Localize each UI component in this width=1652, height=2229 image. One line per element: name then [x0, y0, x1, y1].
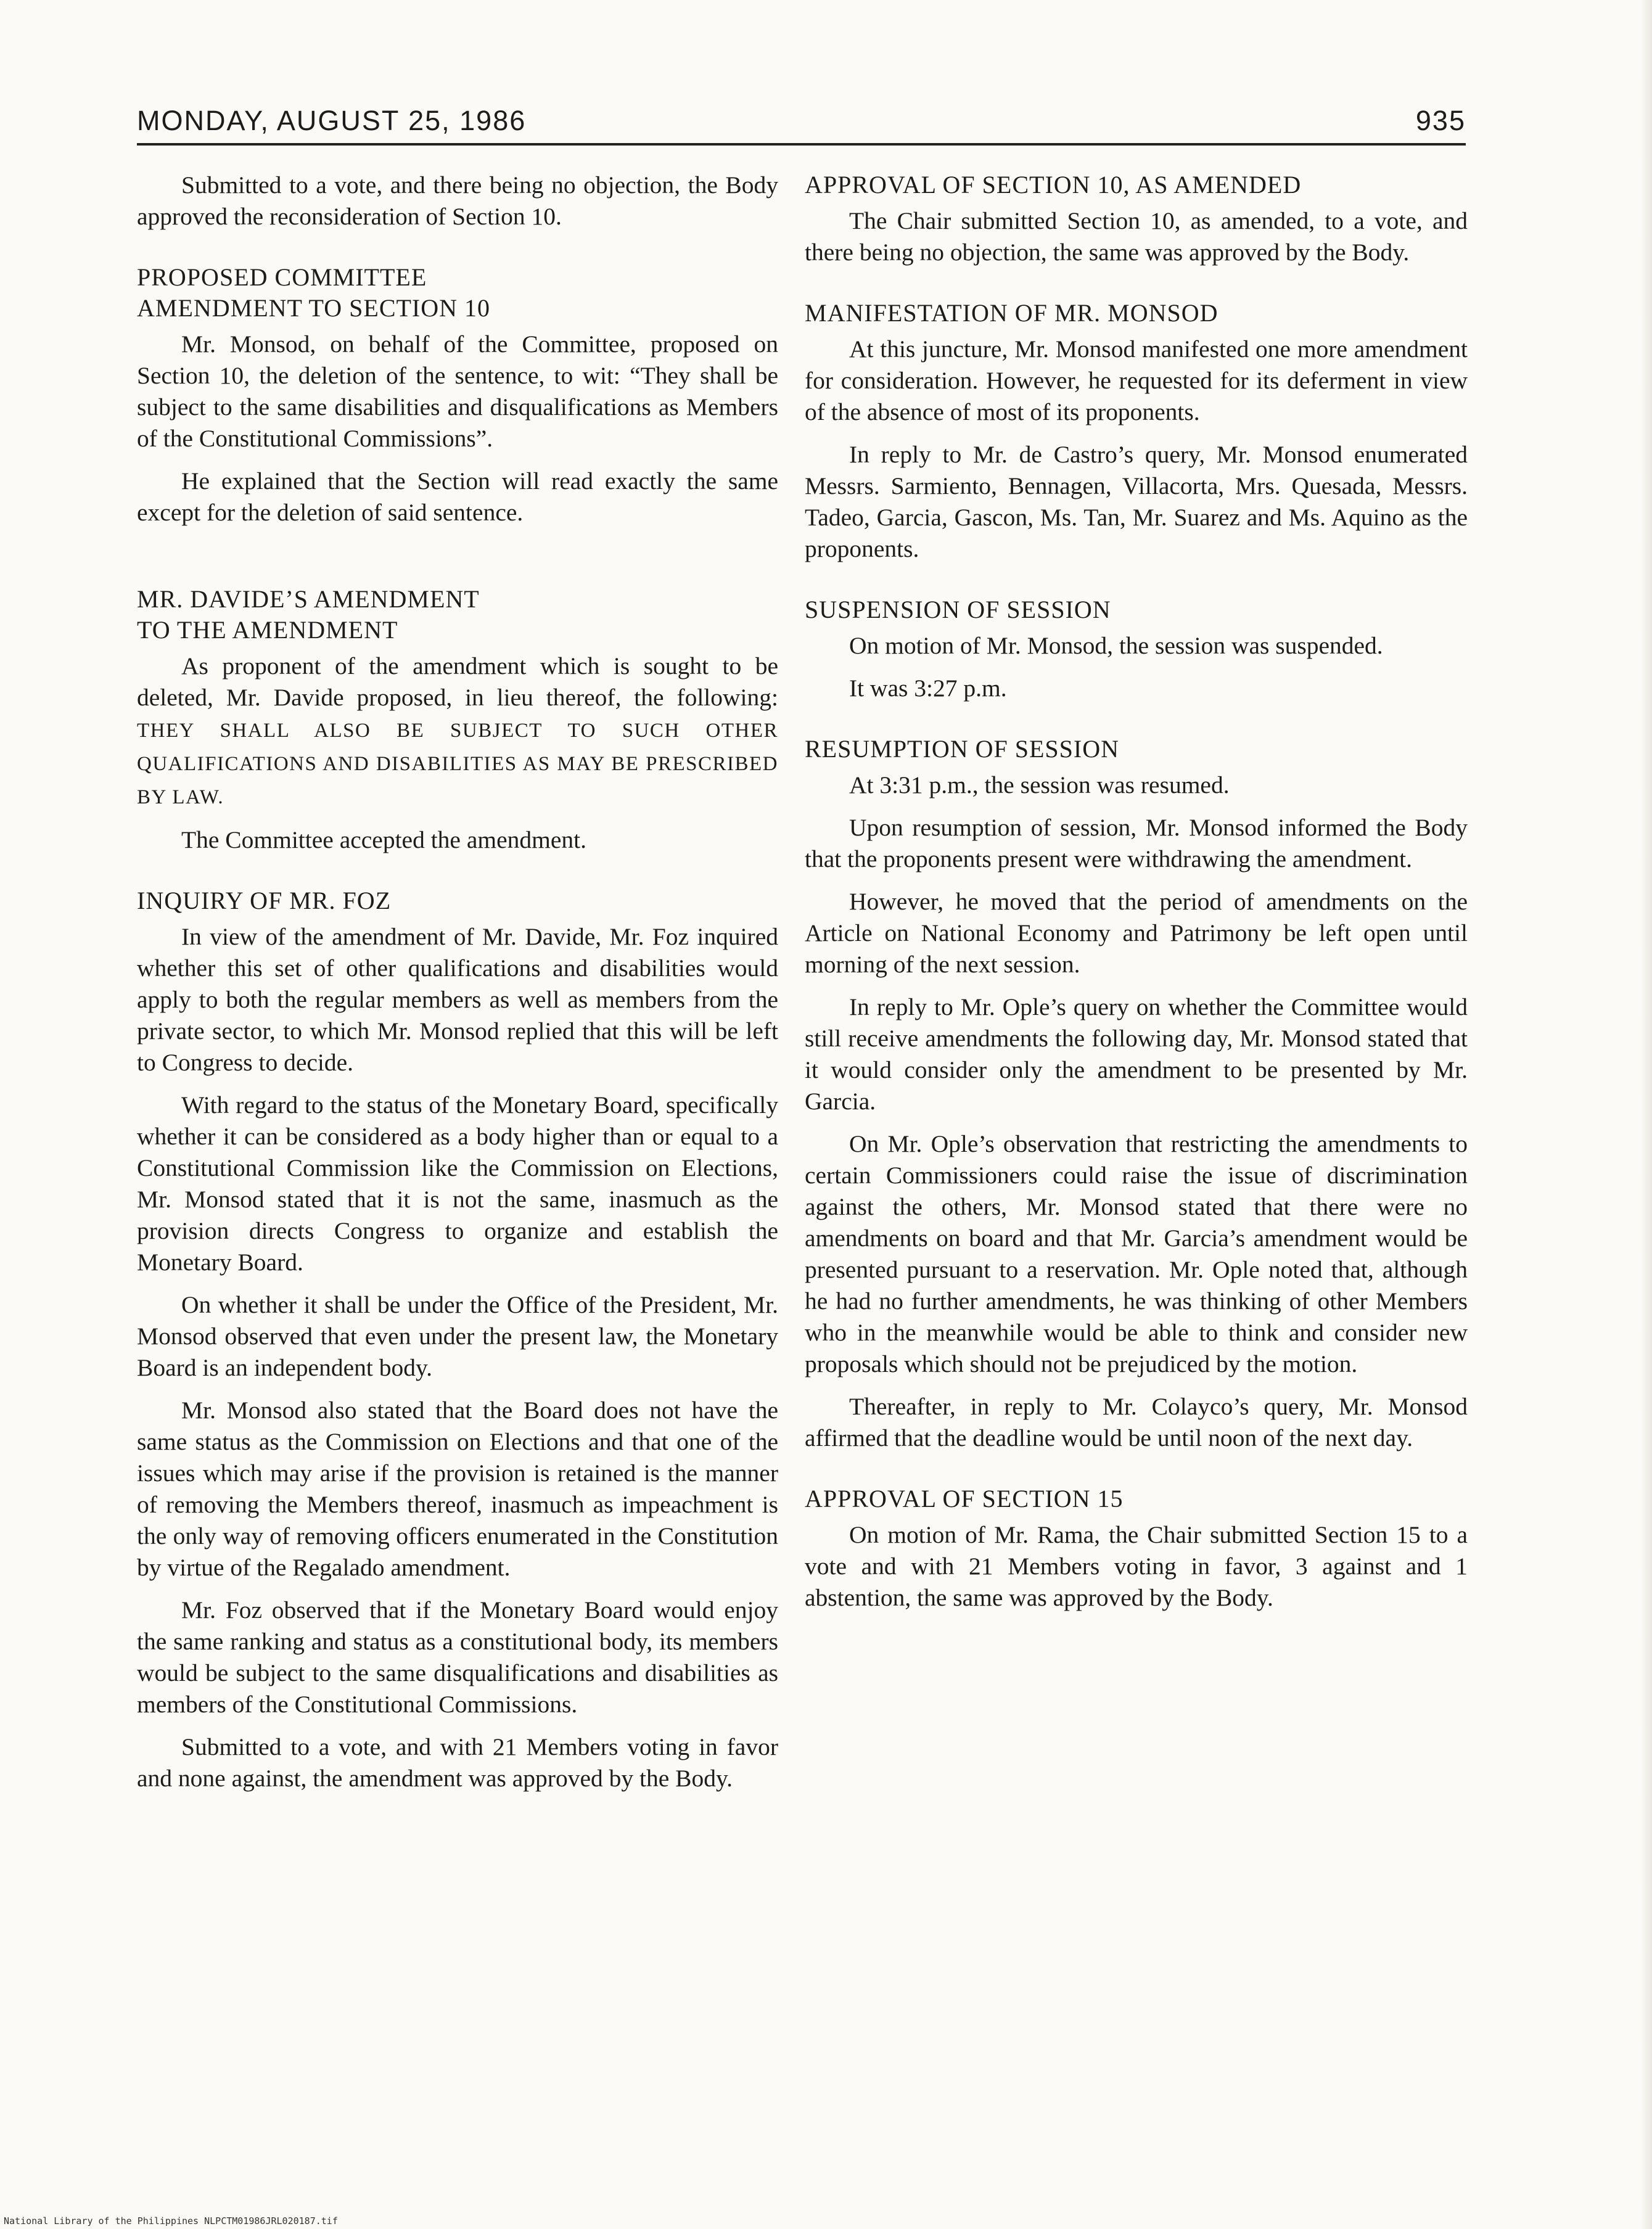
paragraph: Mr. Monsod, on behalf of the Committee, proposed on Section 10, the deletion of the sentence, to wit: “They shall be subject to the same disabilities and disqualifications as Members of the Constitutional Commissions”. — [137, 330, 778, 452]
paragraph: On Mr. Ople’s observation that restricting the amendments to certain Commissioners could raise the issue of discrimination against the others, Mr. Monsod stated that there were no amendments on board and that Mr. Garcia’s amendment would be presented pursuant to a reservation. Mr. Ople noted that, although he had no further amendments, he was thinking of other Members who in the meanwhile would be able to think and consider new proposals which should not be prejudiced by the motion. — [805, 1130, 1468, 1377]
paragraph: On motion of Mr. Rama, the Chair submitted Section 15 to a vote and with 21 Members voting in favor, 3 against and 1 abstention, the same was approved by the Body. — [805, 1521, 1468, 1611]
section-heading: RESUMPTION OF SESSION — [805, 735, 1119, 763]
section-proposed-committee-amendment — [137, 262, 778, 528]
paragraph-text: As proponent of the amendment which is sought to be deleted, Mr. Davide proposed, in lieu thereof, the following: — [137, 652, 778, 711]
section-heading: MANIFESTATION OF MR. MONSOD — [805, 299, 1218, 327]
paragraph: The Committee accepted the amendment. — [181, 826, 586, 853]
section-inquiry-foz — [137, 885, 778, 1794]
section-resumption — [805, 734, 1468, 1454]
paragraph: Mr. Foz observed that if the Monetary Board would enjoy the same ranking and status as a constitutional body, its members would be subject to the same disqualifications and disabilities as members of the Constitutional Commissions. — [137, 1596, 778, 1718]
paragraph: With regard to the status of the Monetary Board, specifically whether it can be considered as a body higher than or equal to a Constitutional Commission like the Commission on Elections, Mr. Monsod stated that it is not the same, inasmuch as the provision directs Congress to organize and establish the Monetary Board. — [137, 1091, 778, 1276]
paragraph: In view of the amendment of Mr. Davide, Mr. Foz inquired whether this set of other qualifications and disabilities would apply to both the regular members as well as members from the private sector, to which Mr. Monsod replied that this will be left to Congress to decide. — [137, 923, 778, 1076]
paragraph — [137, 651, 778, 813]
paragraph: On whether it shall be under the Office of the President, Mr. Monsod observed that even under the present law, the Monetary Board is an independent body. — [137, 1291, 778, 1381]
section-davide-amendment — [137, 584, 778, 856]
section-heading: SUSPENSION OF SESSION — [805, 596, 1111, 623]
heading-line-1: PROPOSED COMMITTEE — [137, 263, 427, 291]
section-heading: INQUIRY OF MR. FOZ — [137, 887, 392, 914]
paragraph: Upon resumption of session, Mr. Monsod informed the Body that the proponents present were withdrawing the amendment. — [805, 814, 1468, 872]
paragraph: In reply to Mr. de Castro’s query, Mr. Monsod enumerated Messrs. Sarmiento, Bennagen, Villacorta, Mrs. Quesada, Messrs. Tadeo, Garcia, Gascon, Ms. Tan, Mr. Suarez and Ms. Aquino as the proponents. — [805, 441, 1468, 562]
paragraph: The Chair submitted Section 10, as amended, to a vote, and there being no objection, the same was approved by the Body. — [805, 207, 1468, 266]
section-approval-section-15 — [805, 1484, 1468, 1614]
scan-footer: National Library of the Philippines NLPCTM01986JRL020187.tif — [4, 2215, 338, 2227]
heading-line-1: MR. DAVIDE’S AMENDMENT — [137, 585, 480, 613]
scan-edge — [1641, 0, 1652, 2229]
header-rule — [137, 143, 1466, 146]
right-column — [805, 170, 1468, 1643]
heading-line-2: AMENDMENT TO SECTION 10 — [137, 294, 491, 322]
header-date: MONDAY, AUGUST 25, 1986 — [137, 105, 527, 136]
page-number: 935 — [1415, 105, 1466, 136]
paragraph: On motion of Mr. Monsod, the session was suspended. — [849, 632, 1383, 659]
paragraph: He explained that the Section will read exactly the same except for the deletion of said sentence. — [137, 467, 778, 526]
paragraph: In reply to Mr. Ople’s query on whether the Committee would still receive amendments the following day, Mr. Monsod stated that it would consider only the amendment to be presented by Mr. Garcia. — [805, 993, 1468, 1115]
left-column — [137, 170, 778, 1824]
paragraph: However, he moved that the period of amendments on the Article on National Economy and Patrimony be left open until morning of the next session. — [805, 888, 1468, 978]
paragraph: At 3:31 p.m., the session was resumed. — [849, 771, 1230, 798]
paragraph: Mr. Monsod also stated that the Board does not have the same status as the Commission on Elections and that one of the issues which may arise if the provision is retained is the manner of removing the Members thereof, inasmuch as impeachment is the only way of removing officers enumerated in the Constitution by virtue of the Regalado amendment. — [137, 1397, 778, 1581]
section-heading — [137, 584, 778, 646]
section-approval-section-10 — [805, 170, 1468, 268]
section-heading: APPROVAL OF SECTION 15 — [805, 1485, 1124, 1513]
intro-section — [137, 170, 778, 232]
section-manifestation-monsod — [805, 298, 1468, 565]
section-heading — [137, 262, 778, 324]
paragraph: It was 3:27 p.m. — [849, 675, 1007, 702]
paragraph: Thereafter, in reply to Mr. Colayco’s query, Mr. Monsod affirmed that the deadline would be until noon of the next day. — [805, 1393, 1468, 1451]
intro-paragraph: Submitted to a vote, and there being no objection, the Body approved the reconsideration of Section 10. — [137, 171, 778, 230]
section-suspension — [805, 594, 1468, 704]
heading-line-2: TO THE AMENDMENT — [137, 616, 398, 644]
page-header — [137, 105, 1466, 148]
small-caps-amendment-text: THEY SHALL ALSO BE SUBJECT TO SUCH OTHER QUALIFICATIONS AND DISABILITIES AS MAY BE PRESCRIBED BY LAW. — [137, 720, 778, 808]
paragraph: At this juncture, Mr. Monsod manifested one more amendment for consideration. However, he requested for its deferment in view of the absence of most of its proponents. — [805, 335, 1468, 425]
section-heading: APPROVAL OF SECTION 10, AS AMENDED — [805, 171, 1302, 199]
paragraph: Submitted to a vote, and with 21 Members voting in favor and none against, the amendment was approved by the Body. — [137, 1733, 778, 1792]
